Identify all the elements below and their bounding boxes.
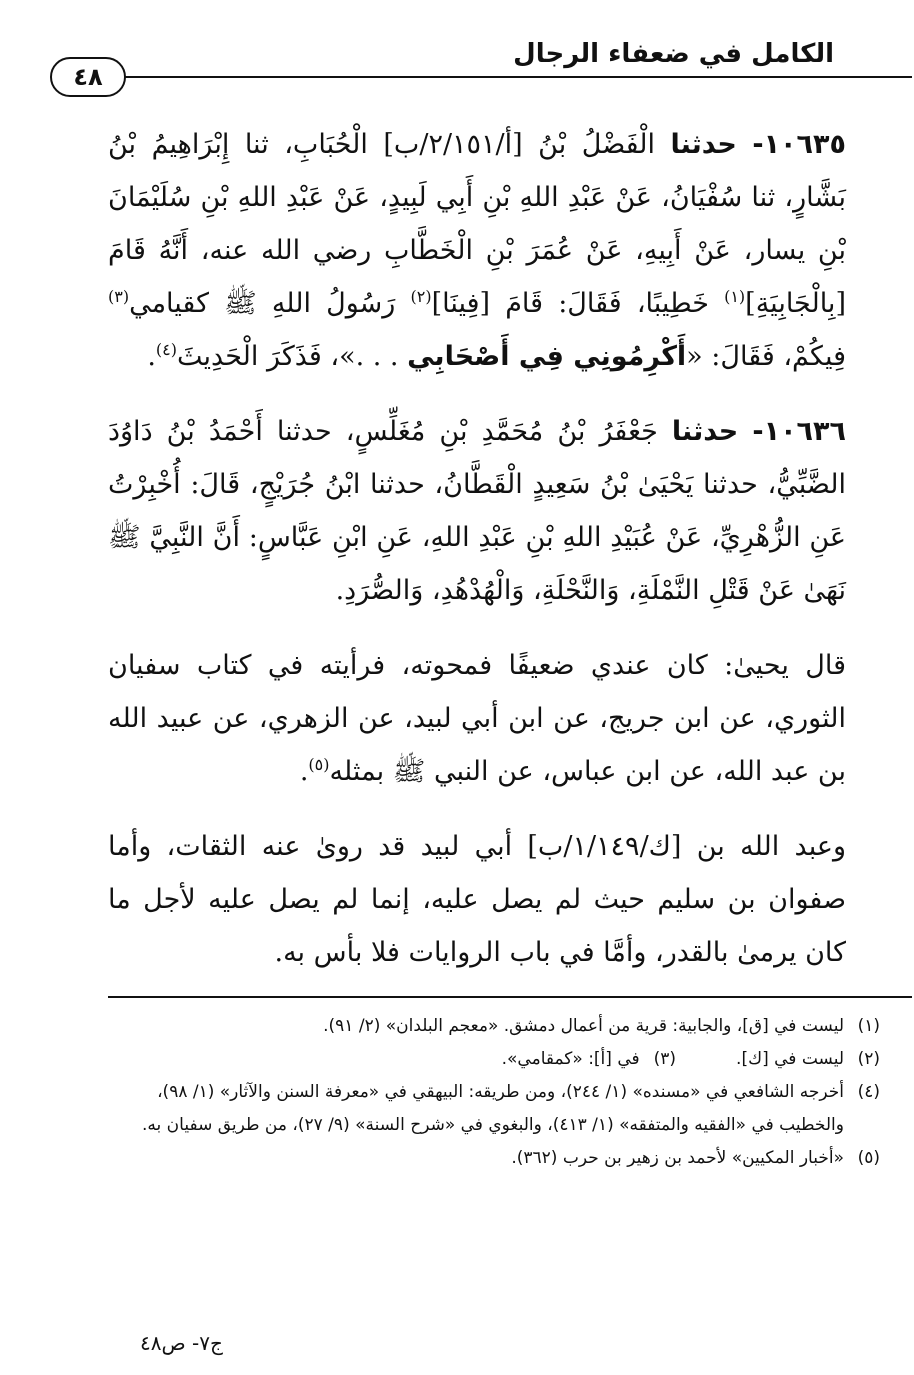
- hadith-text: جَعْفَرُ بْنُ مُحَمَّدِ بْنِ مُغَلِّسٍ، حدثنا أَحْمَدُ بْنُ دَاوُدَ الضَّبِّيُّ، حدثنا يَحْيَىٰ بْنُ سَعِيدٍ الْقَطَّانُ، حدثنا ابْنُ جُرَيْجٍ، قَالَ: أُخْبِرْتُ عَنِ الزُّهْرِيِّ، عَنْ عُبَيْدِ اللهِ بْنِ عَبْدِ اللهِ، عَنِ ابْنِ عَبَّاسٍ: أَنَّ النَّبِيَّ ﷺ نَهَىٰ عَنْ قَتْلِ النَّمْلَةِ، وَالنَّحْلَةِ، وَالْهُدْهُدِ، وَالصُّرَدِ.: [108, 416, 846, 606]
- footnote-2: [736, 1043, 844, 1076]
- hadith-10635: [108, 118, 846, 383]
- volume-page-marker: ج٧- ص٤٨: [140, 1331, 223, 1355]
- footnote-4: [110, 1076, 880, 1142]
- footnote-ref-3: (٣): [108, 287, 130, 306]
- footnote-number: (٣): [653, 1049, 677, 1069]
- isnad-text: الْفَضْلُ بْنُ [أ/٢/١٥١/ب] الْحُبَابِ، ثنا إِبْرَاهِيمُ بْنُ بَشَّارٍ، ثنا سُفْيَانُ، عَنْ عَبْدِ اللهِ بْنِ أَبِي لَبِيدٍ، عَنْ عَبْدِ اللهِ بْنِ سُلَيْمَانَ بْنِ يسار، عَنْ أَبِيهِ، عَنْ عُمَرَ بْنِ الْخَطَّابِ رضي الله عنه، أَنَّهُ قَامَ [بِالْجَابِيَةِ]: [108, 129, 846, 319]
- hadith-10636: [108, 405, 846, 617]
- footnote-ref-1: (١): [724, 287, 746, 306]
- hadith-number: ١٠٦٣٥-: [752, 129, 846, 160]
- footnote-text: ليست في [ق]، والجابية: قرية من أعمال دمشق. «معجم البلدان» (٢/ ٩١).: [323, 1016, 844, 1036]
- hadith-number: ١٠٦٣٦-: [752, 416, 846, 447]
- footnote-number: (٢): [857, 1049, 880, 1069]
- period: .: [299, 756, 309, 787]
- footnote-1: [110, 1010, 880, 1043]
- footnote-ref-5: (٥): [308, 755, 330, 774]
- footnote-text: «أخبار المكيين» لأحمد بن زهير بن حرب (٣٦٢).: [511, 1148, 844, 1168]
- footnote-3: [502, 1043, 676, 1076]
- footnote-number: (٤): [857, 1082, 880, 1102]
- header-rule: [112, 76, 912, 78]
- footnote-ref-2: (٢): [410, 287, 432, 306]
- isnad-text: . . .»، فَذَكَرَ الْحَدِيثَ: [177, 341, 399, 372]
- footnote-text: ليست في [ك].: [736, 1049, 844, 1069]
- footnote-number: (٥): [857, 1148, 880, 1168]
- isnad-text: خَطِيبًا، فَقَالَ: قَامَ [فِينَا]: [431, 288, 709, 319]
- footnote-2-3-row: [110, 1043, 880, 1076]
- commentary-text: وعبد الله بن [ك/١/١٤٩/ب] أبي لبيد قد روىٰ عنه الثقات، وأما صفوان بن سليم حيث لم يصل عليه، إنما لم يصل عليه لأجل ما كان يرمىٰ بالقدر، وأمَّا في باب الروايات فلا بأس به.: [108, 831, 846, 968]
- isnad-text: فِيكُمْ، فَقَالَ: «: [686, 341, 846, 372]
- haddathana-keyword: حدثنا: [671, 416, 739, 447]
- isnad-text: رَسُولُ اللهِ ﷺ كقيامي: [129, 288, 396, 319]
- footnote-text: أخرجه الشافعي في «مسنده» (١/ ٢٤٤)، ومن طريقه: البيهقي في «معرفة السنن والآثار» (١/ ٩٨)، والخطيب في «الفقيه والمتفقه» (١/ ٤١٣)، والبغوي في «شرح السنة» (٩/ ٢٧)، من طريق سفيان به.: [142, 1082, 844, 1135]
- footnotes: [110, 1010, 880, 1175]
- haddathana-keyword: حدثنا: [670, 129, 737, 160]
- page-number-badge: ٤٨: [50, 57, 126, 97]
- commentary-text: قال يحيىٰ: كان عندي ضعيفًا فمحوته، فرأيته في كتاب سفيان الثوري، عن ابن جريج، عن ابن أبي لبيد، عن الزهري، عن عبيد الله بن عبد الله، عن ابن عباس، عن النبي ﷺ بمثله: [108, 650, 846, 787]
- footnote-text: في [أ]: «كمقامي».: [501, 1049, 640, 1069]
- footnote-5: [110, 1142, 880, 1175]
- footnote-separator: [108, 996, 912, 998]
- period: .: [147, 341, 156, 372]
- footnote-ref-4: (٤): [155, 340, 178, 359]
- commentary-yahya: [108, 639, 846, 798]
- main-text: [108, 118, 846, 979]
- matn-text: أَكْرِمُونِي فِي أَصْحَابِي: [407, 341, 687, 372]
- commentary-author: [108, 820, 846, 979]
- footnote-number: (١): [857, 1016, 880, 1036]
- running-header-title: الكامل في ضعفاء الرجال: [513, 39, 834, 69]
